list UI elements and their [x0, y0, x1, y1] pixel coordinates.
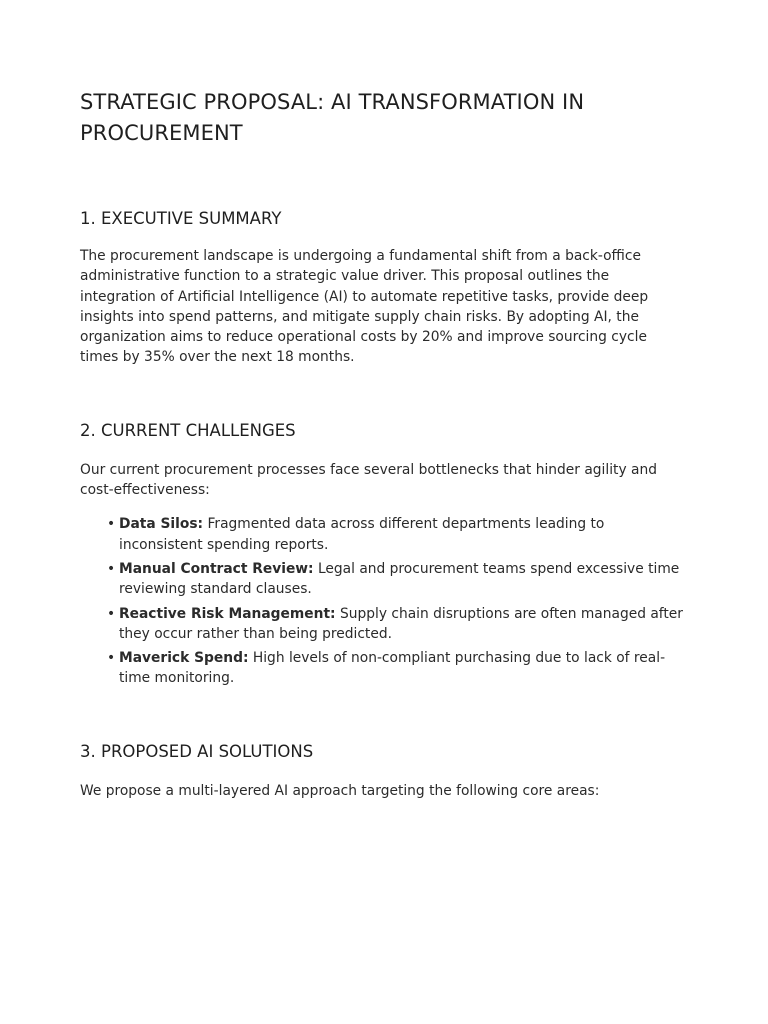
section-heading: 2. CURRENT CHALLENGES	[80, 420, 296, 440]
bullet-marker: •	[107, 560, 116, 577]
section-paragraph: We propose a multi-layered AI approach targeting the following core areas:	[80, 782, 600, 799]
section-current-challenges	[80, 420, 684, 689]
list-item	[107, 559, 684, 600]
bullet-marker: •	[107, 605, 116, 622]
challenges-list	[80, 514, 684, 688]
list-item-text: Supply chain disruptions are often managed after they occur rather than being predicted.	[119, 605, 683, 642]
section-paragraph: The procurement landscape is undergoing a fundamental shift from a back-office administrative function to a strategic value driver. This proposal outlines the integration of Artificial Intelligence (AI) to automate repetitive tasks, provide deep insights into spend patterns, and mitigate supply chain risks. By adopting AI, the organization aims to reduce operational costs by 20% and improve sourcing cycle times by 35% over the next 18 months.	[80, 248, 649, 366]
list-item	[107, 604, 684, 645]
list-item-term: Maverick Spend:	[119, 650, 249, 667]
section-paragraph: Our current procurement processes face several bottlenecks that hinder agility and cost-effectiveness:	[80, 461, 657, 499]
list-item-term: Reactive Risk Management:	[119, 605, 336, 622]
section-proposed-ai-solutions	[80, 741, 684, 801]
list-item-term: Data Silos:	[119, 516, 204, 533]
bullet-marker: •	[107, 516, 116, 533]
page-title: STRATEGIC PROPOSAL: AI TRANSFORMATION IN PROCUREMENT	[80, 90, 585, 145]
list-item-term: Manual Contract Review:	[119, 560, 314, 577]
list-item-text: Legal and procurement teams spend excessive time reviewing standard clauses.	[119, 560, 680, 598]
list-item-text: Fragmented data across different departments leading to inconsistent spending reports.	[119, 516, 605, 553]
section-heading: 1. EXECUTIVE SUMMARY	[80, 209, 282, 228]
bullet-marker: •	[107, 650, 116, 667]
list-item-text: High levels of non-compliant purchasing due to lack of real-time monitoring.	[119, 650, 666, 687]
section-executive-summary	[80, 208, 684, 368]
section-heading: 3. PROPOSED AI SOLUTIONS	[80, 741, 314, 761]
list-item	[107, 648, 684, 689]
list-item	[107, 514, 684, 555]
